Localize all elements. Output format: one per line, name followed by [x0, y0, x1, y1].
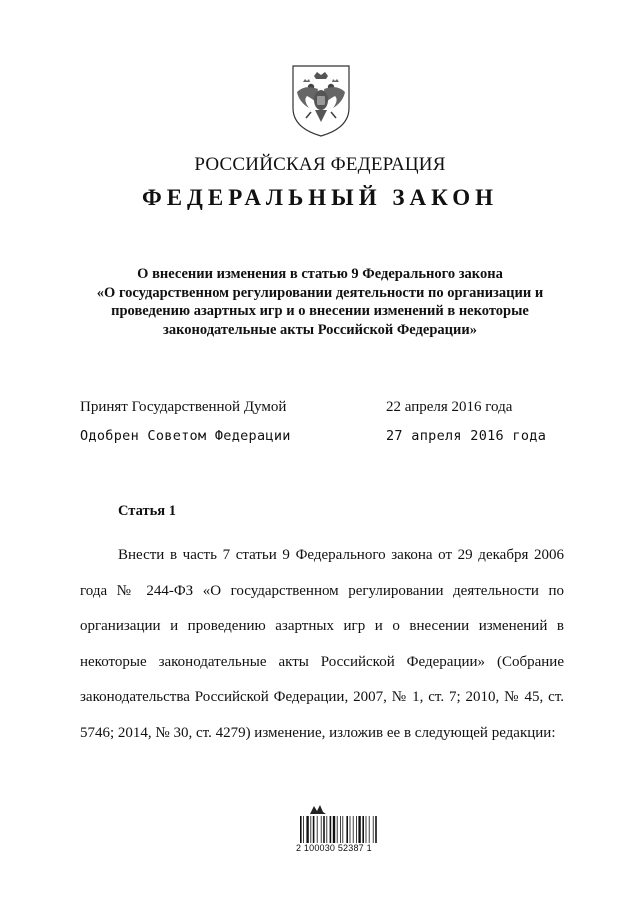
barcode-bar: [373, 816, 374, 843]
barcode-bar: [353, 816, 354, 843]
country-name: РОССИЙСКАЯ ФЕДЕРАЦИЯ: [194, 154, 446, 175]
adoption-duma-label: Принят Государственной Думой: [80, 399, 287, 415]
barcode-bar: [321, 816, 322, 843]
barcode: [296, 803, 384, 855]
barcode-bar: [340, 816, 341, 843]
barcode-mark-icon: [308, 803, 328, 815]
barcode-bar: [375, 816, 377, 843]
barcode-bar: [303, 816, 304, 843]
barcode-bar: [369, 816, 370, 843]
adoption-council-date: 27 апреля 2016 года: [386, 428, 547, 444]
law-title-line: законодательные акты Российской Федерации»: [163, 321, 477, 338]
barcode-bar: [330, 816, 332, 843]
law-title: [80, 265, 560, 339]
barcode-bar: [313, 816, 315, 843]
barcode-bars: [300, 816, 380, 843]
barcode-bar: [346, 816, 348, 843]
barcode-bar: [350, 816, 351, 843]
barcode-bar: [326, 816, 327, 843]
barcode-bar: [317, 816, 318, 843]
state-emblem-icon: [289, 62, 353, 138]
barcode-bar: [366, 816, 367, 843]
barcode-bar: [358, 816, 360, 843]
barcode-number: 2 100030 52387 1: [296, 843, 372, 853]
article-body-text: Внести в часть 7 статьи 9 Федерального закона от 29 декабря 2006 года № 244-ФЗ «О государственном регулировании деятельности по организации и проведению азартных игр и о внесении изменений в некоторые законодательные акты Российской Федерации» (Собрание законодательства Российской Федерации, 2007, № 1, ст. 7; 2010, № 45, ст. 5746; 2014, № 30, ст. 4279) изменение, изложив ее в следующей редакции:: [80, 547, 564, 741]
barcode-bar: [323, 816, 325, 843]
barcode-bar: [300, 816, 302, 843]
law-title-line: О внесении изменения в статью 9 Федерального закона: [137, 266, 503, 282]
barcode-bar: [342, 816, 343, 843]
barcode-bar: [333, 816, 335, 843]
article-heading: Статья 1: [118, 503, 176, 519]
document-type: ФЕДЕРАЛЬНЫЙ ЗАКОН: [141, 185, 499, 210]
barcode-bar: [362, 816, 364, 843]
barcode-bar: [306, 816, 308, 843]
adoption-duma-date: 22 апреля 2016 года: [386, 399, 513, 415]
adoption-council-label: Одобрен Советом Федерации: [80, 428, 291, 444]
law-title-line: «О государственном регулировании деятельности по организации и: [96, 284, 544, 301]
law-title-line: проведению азартных игр и о внесении изменений в некоторые: [111, 303, 529, 319]
barcode-bar: [310, 816, 311, 843]
barcode-bar: [356, 816, 357, 843]
barcode-bar: [337, 816, 338, 843]
